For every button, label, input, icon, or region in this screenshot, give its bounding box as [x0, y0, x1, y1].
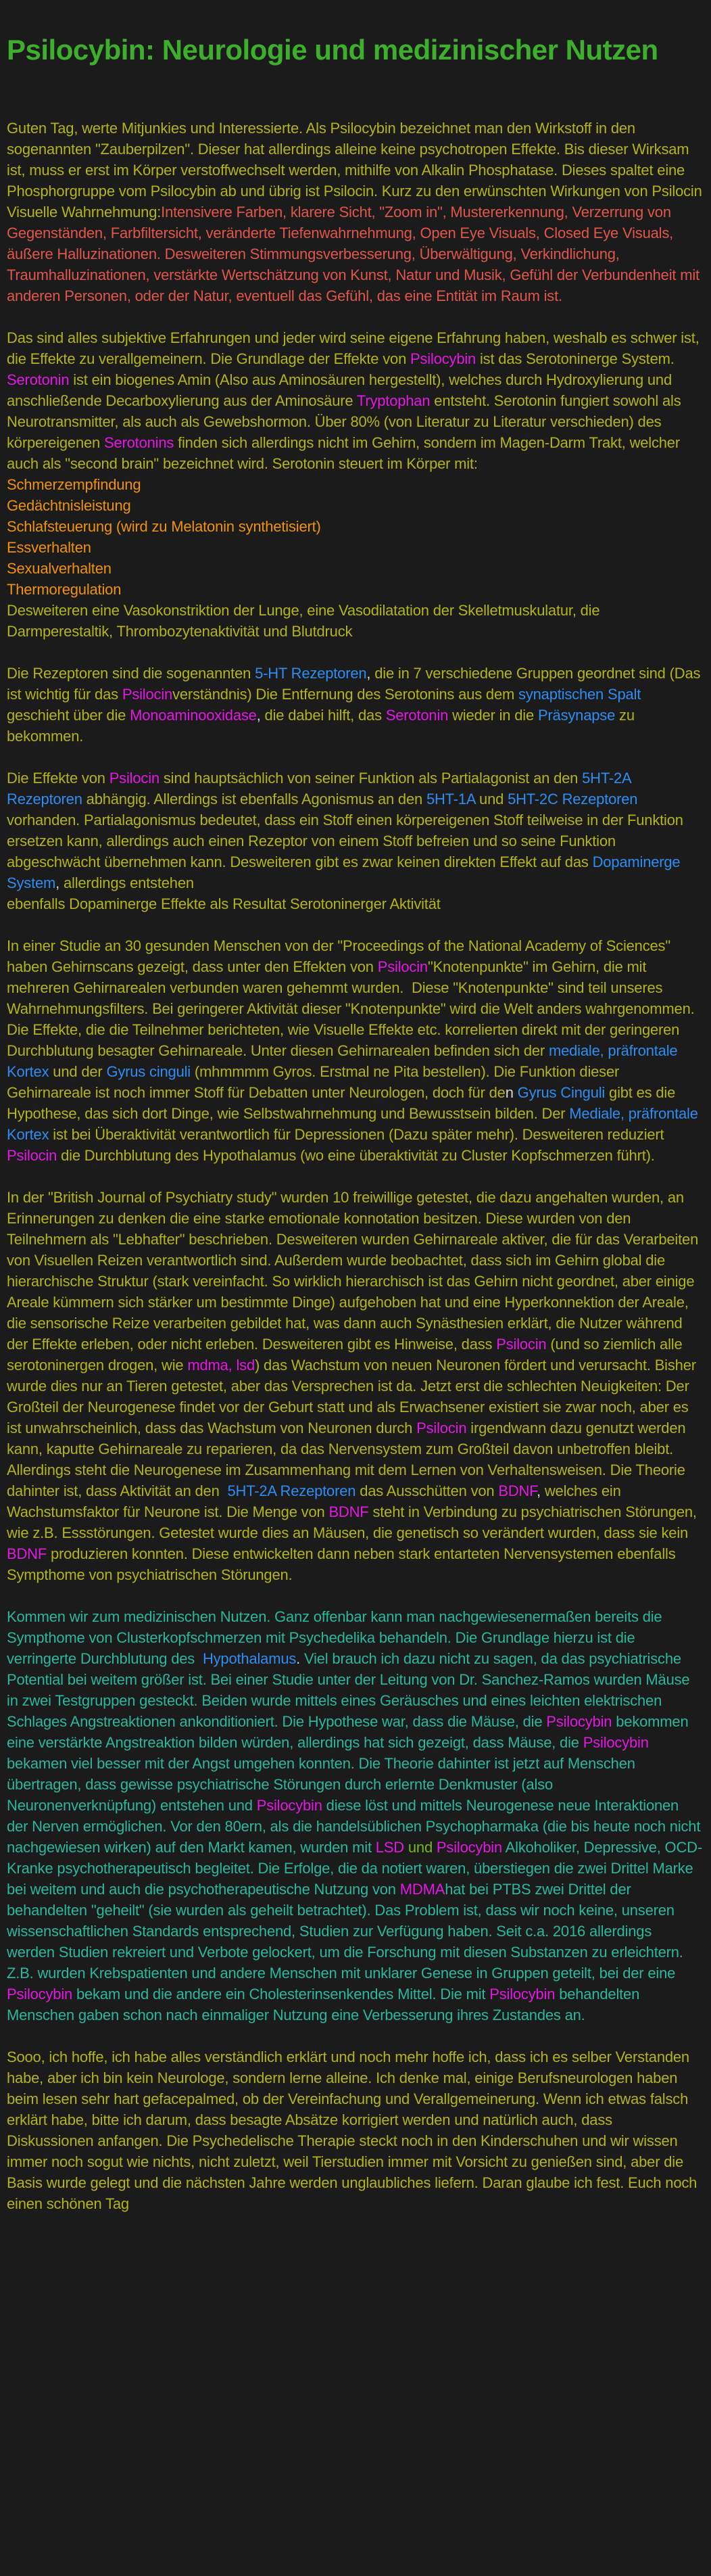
text-segment-magenta: Psilocin	[416, 1420, 467, 1436]
text-segment-magenta: Monoaminooxidase	[130, 707, 257, 724]
text-segment-orange: Sexualverhalten	[7, 560, 112, 577]
text-segment-body: wieder in die	[448, 707, 538, 724]
paragraph	[7, 1606, 703, 2025]
text-segment-body: und	[475, 791, 508, 807]
text-segment-gray: ,	[366, 665, 371, 682]
text-segment-blue: Gyrus cinguli	[106, 1063, 191, 1080]
text-segment-body: In der "British Journal of Psychiatry study" wurden 10 freiwillige getestet, die dazu angehalten wurden, an Erinnerungen zu denken die eine starke emotionale konnotation besitzen. Diese wurden von den Teilnehmern als "Lebhafter" beschrieben. Desweiteren wurden Gehirnareale aktiver, die für das Verarbeiten von Visuellen Reizen verantwortlich sind. Außerdem wurde beobachtet, dass sich im Gehirn global die hierarchische Struktur (stark vereinfacht. So wirklich hierarchisch ist das Gehirn nicht geordnet, aber einige Areale kümmern sich stärker um bestimmte Dinge) aufgehoben hat und eine Hyperkonnektion der Areale, die sensorische Reize verarbeiten gebildet hat, was dann auch Synästhesien erklärt, die Nutzer während der Effekte erleben, oder nicht erleben. Desweiteren gibt es Hinweise, dass	[7, 1189, 703, 1353]
text-segment-orange: Essverhalten	[7, 539, 91, 556]
text-segment-blue: mediale, präfrontale Kortex	[7, 1042, 682, 1080]
text-segment-red: Intensivere Farben, klarere Sicht, "Zoom in", Mustererkennung, Verzerrung von Gegenständen, Farbfiltersicht, veränderte Tiefenwahrnehmung, Open Eye Visuals, Closed Eye Visuals, äußere Halluzinationen. Desweiteren Stimmungsverbesserung, Überwältigung, Verkindlichung, Traumhalluzinationen, verstärkte Wertschätzung von Kunst, Natur und Musik, Gefühl der Verbundenheit mit anderen Personen, oder der Natur, eventuell das Gefühl, das eine Entität im Raum ist.	[7, 204, 704, 304]
text-segment-body: ist das Serotoninerge System.	[476, 350, 679, 367]
text-segment-body: Desweiteren eine Vasokonstriktion der Lunge, eine Vasodilatation der Skelletmuskulatur, die Darmperestaltik, Thrombozytenaktivität und Blutdruck	[7, 602, 604, 640]
text-segment-body: Sooo, ich hoffe, ich habe alles verständlich erklärt und noch mehr hoffe ich, dass ich es selber Verstanden habe, aber ich bin kein Neurologe, sondern lerne alleine. Ich denke mal, einige Berufsneurologen haben beim lesen sehr hart gefacepalmed, ob der Vereinfachung und Verallgemeinerung. Wenn ich etwas falsch erklärt habe, bitte ich darum, dass besagte Absätze korrigiert werden und natürlich auch, dass Diskussionen anfangen. Die Psychedelische Therapie steckt noch in den Kinderschuhen und wir wissen immer noch sogut wie nichts, nicht zuletzt, weil Tierstudien immer mit Vorsicht zu genießen sind, aber die Basis wurde gelegt und die nächsten Jahre werden unglaubliches liefern. Daran glaube ich fest. Euch noch einen schönen Tag	[7, 2048, 702, 2212]
text-segment-body: welches ein Wachstumsfaktor für Neurone ist. Die Menge von	[7, 1482, 625, 1520]
text-segment-body: die Durchblutung des Hypothalamus (wo eine überaktivität zu Cluster Kopfschmerzen führt).	[57, 1147, 655, 1164]
text-segment-magenta: Psilocybin	[256, 1797, 322, 1814]
text-segment-body: In einer Studie an 30 gesunden Menschen von der "Proceedings of the National Academy of Sciences" haben Gehirnscans gezeigt, dass unter den Effekten von	[7, 937, 675, 975]
text-segment-gray: ,	[256, 707, 261, 724]
text-segment-blue: 5HT-2A Rezeptoren	[7, 770, 635, 807]
text-segment-magenta: Psilocybin	[546, 1713, 612, 1730]
article-body	[7, 118, 706, 2214]
text-segment-teal: bekommen eine verstärkte Angstreaktion bilden würden, allerdings hat sich gezeigt, dass Mäuse, die	[7, 1713, 693, 1751]
text-segment-magenta: LSD	[375, 1839, 404, 1856]
paragraph	[7, 935, 703, 1166]
text-segment-body: irgendwann dazu genutzt werden kann, kaputte Gehirnareale zu reparieren, da das Nervensystem zum Großteil davon unbetroffen bleibt. Allerdings steht die Neurogenese im Zusammenhang mit dem Lernen von Verhaltensweisen. Die Theorie dahinter ist, dass Aktivität an den	[7, 1420, 690, 1499]
text-segment-magenta: Psilocin	[7, 1147, 57, 1164]
text-segment-blue: Dopaminerge System	[7, 853, 685, 891]
text-segment-body: allerdings entstehen	[59, 874, 194, 891]
text-segment-body: Die Rezeptoren sind die sogenannten	[7, 665, 255, 682]
text-segment-body: und der	[49, 1063, 107, 1080]
text-segment-magenta: Psilocin	[122, 686, 173, 703]
text-segment-body: ist bei Überaktivität verantwortlich für Depressionen (Dazu später mehr). Desweiteren reduziert	[49, 1126, 668, 1143]
text-segment-teal: Viel brauch ich dazu nicht zu sagen, da das psychiatrische Potential bei weitem größer ist. Bei einer Studie unter der Leitung von Dr. Sanchez-Ramos wurden Mäuse in zwei Testgruppen gesteckt. Beiden wurde mittels eines Geräusches und eines leichten elektrischen Schlages Angstreaktionen ankonditioniert. Die Hypothese war, dass die Mäuse, die	[7, 1650, 694, 1730]
text-segment-body: sind hauptsächlich von seiner Funktion als Partialagonist an den	[159, 770, 583, 787]
text-segment-gray: n	[505, 1084, 514, 1101]
text-segment-magenta: Tryptophan	[356, 392, 431, 409]
text-segment-teal: bekamen viel besser mit der Angst umgehen konnten. Die Theorie dahinter ist jetzt auf Menschen übertragen, dass gewisse psychiatrische Störungen durch erlernte Denkmuster (also Neuronenverknüpfung) entstehen und	[7, 1734, 653, 1814]
paragraph	[7, 327, 703, 642]
text-segment-body: ist ein biogenes Amin (Also aus Aminosäuren hergestellt), welches durch Hydroxylierung und anschließende Decarboxylierung aus der Aminosäure	[7, 371, 676, 409]
text-segment-magenta: Serotonin	[7, 371, 70, 388]
text-segment-blue: 5HT-1A	[426, 791, 476, 807]
text-segment-body: die dabei hilft, das	[260, 707, 386, 724]
text-segment-magenta: Psilocin	[496, 1336, 547, 1353]
text-segment-magenta: Psilocin	[109, 770, 160, 787]
text-segment-blue: 5HT-2C Rezeptoren	[508, 791, 638, 807]
text-segment-body: Guten Tag, werte Mitjunkies und Interessierte. Als Psilocybin bezeichnet man den Wirkstoff in den sogenannten "Zauberpilzen". Dieser hat allerdings alleine keine psychotropen Effekte. Bis dieser Wirksam ist, muss er erst im Körper verstoffwechselt werden, mithilfe von Alkalin Phosphatase. Dieses spaltet eine Phosphorgruppe vom Psilocybin ab und übrig ist Psilocin. Kurz zu den erwünschten Wirkungen von Psilocin Visuelle Wahrnehmung:	[7, 120, 706, 220]
text-segment-orange: Gedächtnisleistung	[7, 497, 131, 514]
text-segment-magenta: mdma, lsd	[187, 1357, 255, 1374]
text-segment-orange: Thermoregulation	[7, 581, 122, 598]
text-segment-orange: Schlafsteuerung (wird zu Melatonin synthetisiert)	[7, 518, 321, 535]
text-segment-body: abhängig. Allerdings ist ebenfalls Agonismus an den	[82, 791, 426, 807]
text-segment-body: produzieren konnten. Diese entwickelten dann neben stark entarteten Nervensystemen ebenfalls Sympthome von psychiatrischen Störungen.	[7, 1545, 680, 1583]
paragraph	[7, 1187, 703, 1585]
page-title: Psilocybin: Neurologie und medizinischer Nutzen	[7, 34, 658, 66]
text-segment-teal: hat bei PTBS zwei Drittel der behandelten "geheilt" (sie wurden als geheilt betrachtet). Das Problem ist, dass wir noch keine, unseren wissenschaftlichen Standards entsprechend, Studien zur Verfügung haben. Seit c.a. 2016 allerdings werden Studien rekreiert und Verbote gelockert, um die Forschung mit diesen Substanzen zu erleichtern. Z.B. wurden Krebspatienten und andere Menschen mit unklarer Genese in Gruppen geteilt, bei der eine	[7, 1881, 687, 1982]
text-segment-magenta: Psilocin	[377, 958, 428, 975]
text-segment-gray: ,	[55, 874, 60, 891]
text-segment-magenta: Psilocybin	[7, 1986, 73, 2003]
text-segment-teal: Kommen wir zum medizinischen Nutzen. Ganz offenbar kann man nachgewiesenermaßen bereits die Sympthome von Clusterkopfschmerzen mit Psychedelika behandeln. Die Grundlage hierzu ist die verringerte Durchblutung des	[7, 1608, 666, 1667]
text-segment-body: entsteht. Serotonin fungiert sowohl als Neurotransmitter, als auch als Gewebshormon. Über 80% (von Literatur zu Literatur verschieden) des körpereigenen	[7, 392, 685, 451]
text-segment-magenta: Serotonin	[385, 707, 449, 724]
paragraph	[7, 2046, 703, 2214]
text-segment-teal: behandelten Menschen gaben schon nach einmaliger Nutzung eine Verbesserung ihres Zustandes an.	[7, 1986, 644, 2023]
text-segment-orange: Schmerzempfindung	[7, 476, 141, 493]
text-segment-magenta: Psilocybin	[583, 1734, 649, 1751]
text-segment-blue: 5-HT Rezeptoren	[255, 665, 367, 682]
text-segment-body: ebenfalls Dopaminerge Effekte als Resultat Serotoninerger Aktivität	[7, 895, 441, 912]
text-segment-magenta: Psilocybin	[410, 350, 476, 367]
text-segment-teal: Alkoholiker, Depressive, OCD-Kranke psychotherapeutisch begleitet. Die Erfolge, die da notiert waren, überstiegen die zwei Drittel Marke bei weitem und auch die psychotherapeutische Nutzung von	[7, 1839, 702, 1898]
text-segment-body: steht in Verbindung zu psychiatrischen Störungen, wie z.B. Essstörungen. Getestet wurde dies an Mäusen, die genetisch so verändert wurden, dass sie kein	[7, 1503, 701, 1541]
text-segment-body: finden sich allerdings nicht im Gehirn, sondern im Magen-Darm Trakt, welcher auch als "second brain" bezeichnet wird. Serotonin steuert im Körper mit:	[7, 434, 684, 472]
text-segment-body: (mhmmmm Gyros. Erstmal ne Pita bestellen). Die Funktion dieser Gehirnareale ist noch immer Stoff für Debatten unter Neurologen, doch für de	[7, 1063, 624, 1101]
text-segment-body: "Knotenpunkte" im Gehirn, die mit mehreren Gehirnarealen verbunden waren gehemmt wurden. Diese "Knotenpunkte" sind teil unseres Wahrnehmungsfilters. Bei geringerer Aktivität dieser "Knotenpunkte" wird die Welt anders wahrgenommen. Die Effekte, die die Teilnehmer berichteten, wie Visuelle Effekte etc. korrelierten direkt mit der geringeren Durchblutung besagter Gehirnareale. Unter diesen Gehirnarealen befinden sich der	[7, 958, 699, 1059]
text-segment-magenta: BDNF	[7, 1545, 47, 1562]
paragraph	[7, 663, 703, 747]
text-segment-blue: Gyrus Cinguli	[517, 1084, 606, 1101]
text-segment-body: das Ausschütten von	[356, 1482, 499, 1499]
text-segment-body: Das sind alles subjektive Erfahrungen und jeder wird seine eigene Erfahrung haben, weshalb es schwer ist, die Effekte zu verallgemeinern. Die Grundlage der Effekte von	[7, 329, 704, 367]
text-segment-gray: .	[296, 1650, 301, 1667]
text-segment-blue: synaptischen Spalt	[518, 686, 641, 703]
text-segment-teal: diese löst und mittels Neurogenese neue Interaktionen der Nerven ermöglichen. Vor den 80ern, als die handelsüblichen Psychopharmaka (die bis heute noch nicht nachgewiesen wirken) auf den Markt kamen, wurden mit	[7, 1797, 705, 1856]
text-segment-body: (und so ziemlich alle serotoninergen drogen, wie	[7, 1336, 687, 1374]
text-segment-magenta: BDNF	[498, 1482, 537, 1499]
text-segment-magenta: BDNF	[328, 1503, 369, 1520]
text-segment-blue: 5HT-2A Rezeptoren	[227, 1482, 356, 1499]
text-segment-magenta: MDMA	[399, 1881, 445, 1898]
text-segment-body: gibt es die Hypothese, das sich dort Dinge, wie Selbstwahrnehmung und Bewusstsein bilden. Der	[7, 1084, 680, 1122]
text-segment-green: und	[403, 1839, 437, 1856]
paragraph	[7, 768, 703, 914]
text-segment-blue: Hypothalamus	[202, 1650, 297, 1667]
text-segment-gray: ,	[537, 1482, 541, 1499]
paragraph	[7, 118, 706, 306]
text-segment-body: geschieht über die	[7, 686, 645, 724]
text-segment-blue: Mediale, präfrontale Kortex	[7, 1105, 702, 1143]
text-segment-teal: bekam und die andere ein Cholesterinsenkendes Mittel. Die mit	[72, 1986, 490, 2003]
text-segment-magenta: Psilocybin	[489, 1986, 556, 2003]
text-segment-body: zu bekommen.	[7, 707, 639, 745]
text-segment-body: verständnis) Die Entfernung des Serotonins aus dem	[172, 686, 519, 703]
text-segment-body: Die Effekte von	[7, 770, 109, 787]
text-segment-body: die in 7 verschiedene Gruppen geordnet sind (Das ist wichtig für das	[7, 665, 705, 703]
text-segment-magenta: Serotonins	[103, 434, 174, 451]
text-segment-body: vorhanden. Partialagonismus bedeutet, dass ein Stoff einen körpereigenen Stoff teilweise in der Funktion ersetzen kann, allerdings auch einen Rezeptor von einem Stoff befreien und so seine Funktion abgeschwächt übernehmen kann. Desweiteren gibt es zwar keinen direkten Effekt auf das	[7, 791, 687, 870]
text-segment-body: ) das Wachstum von neuen Neuronen fördert und verursacht. Bisher wurde dies nur an Tieren getestet, aber das Versprechen ist da. Jetzt erst die schlechten Neuigkeiten: Der Großteil der Neurogenese findet vor der Geburt statt und als Erwachsener existiert sie zwar noch, aber es ist unwahrscheinlich, dass das Wachstum von Neuronen durch	[7, 1357, 700, 1436]
text-segment-magenta: Psilocybin	[436, 1839, 502, 1856]
text-segment-blue: Präsynapse	[537, 707, 616, 724]
